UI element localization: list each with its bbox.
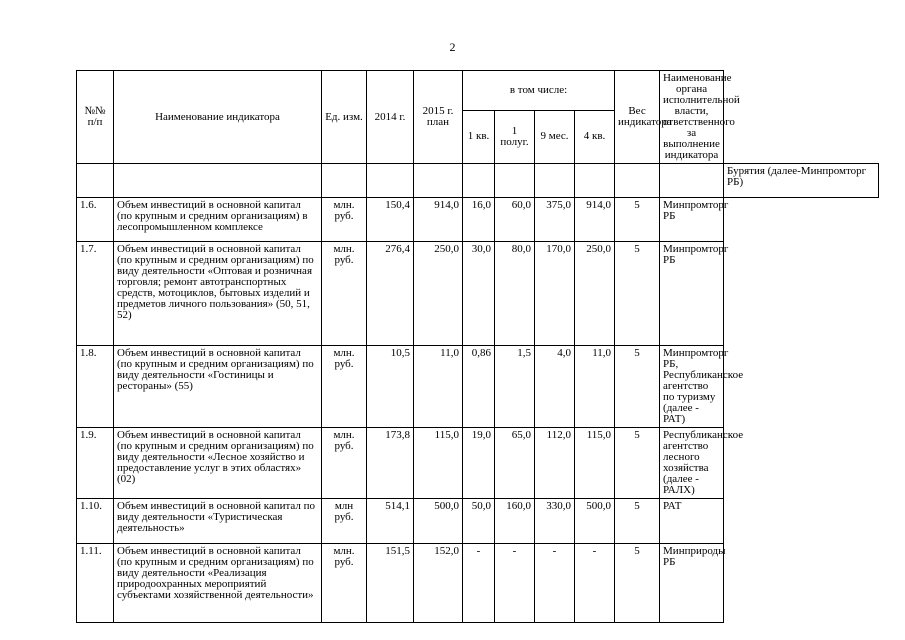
row-half: 65,0 — [495, 428, 535, 499]
page-number: 2 — [449, 40, 456, 54]
row-2014: 151,5 — [367, 544, 414, 623]
table-row — [77, 242, 879, 346]
table-row — [77, 198, 879, 242]
row-name: Объем инвестиций в основной капитал (по крупным и средним организациям) по виду деятельности «Реализация природоохранных мероприятий субъектами хозяйственной деятельности» — [114, 544, 322, 623]
row-num: 1.10. — [77, 499, 114, 544]
row-weight: 5 — [615, 198, 660, 242]
row-unit: млн. руб. — [322, 198, 367, 242]
row-2014: 173,8 — [367, 428, 414, 499]
row-org: Минприроды РБ — [660, 544, 724, 623]
row-org: Республиканское агентство лесного хозяйства (далее - РАЛХ) — [660, 428, 724, 499]
row-name: Объем инвестиций в основной капитал (по крупным и средним организациям) в лесопромышленном комплексе — [114, 198, 322, 242]
row-num: 1.8. — [77, 346, 114, 428]
row-org: Минпромторг РБ — [660, 198, 724, 242]
continuation-row — [77, 164, 879, 198]
header-2014: 2014 г. — [367, 71, 414, 164]
row-2014: 150,4 — [367, 198, 414, 242]
row-2014: 10,5 — [367, 346, 414, 428]
row-q1: 16,0 — [463, 198, 495, 242]
row-weight: 5 — [615, 428, 660, 499]
row-num: 1.11. — [77, 544, 114, 623]
header-half: 1 полуг. — [495, 110, 535, 163]
row-2015: 11,0 — [414, 346, 463, 428]
row-half: 1,5 — [495, 346, 535, 428]
row-name: Объем инвестиций в основной капитал по виду деятельности «Туристическая деятельность» — [114, 499, 322, 544]
row-2015: 250,0 — [414, 242, 463, 346]
row-q1: 50,0 — [463, 499, 495, 544]
row-half: - — [495, 544, 535, 623]
row-weight: 5 — [615, 242, 660, 346]
header-including: в том числе: — [463, 71, 615, 111]
row-num: 1.9. — [77, 428, 114, 499]
row-2015: 152,0 — [414, 544, 463, 623]
row-9m: 330,0 — [535, 499, 575, 544]
row-weight: 5 — [615, 499, 660, 544]
row-q1: 30,0 — [463, 242, 495, 346]
table-row — [77, 346, 879, 428]
row-q4: 914,0 — [575, 198, 615, 242]
row-name: Объем инвестиций в основной капитал (по крупным и средним организациям) по виду деятельности «Лесное хозяйство и предоставление услуг в этих областях» (02) — [114, 428, 322, 499]
header-2015-plan: 2015 г. план — [414, 71, 463, 164]
row-2015: 115,0 — [414, 428, 463, 499]
row-q1: 19,0 — [463, 428, 495, 499]
header-name: Наименование индикатора — [114, 71, 322, 164]
row-9m: 170,0 — [535, 242, 575, 346]
table-row — [77, 428, 879, 499]
row-org: Минпромторг РБ — [660, 242, 724, 346]
row-q4: 250,0 — [575, 242, 615, 346]
row-num: 1.6. — [77, 198, 114, 242]
row-2015: 914,0 — [414, 198, 463, 242]
row-unit: млн. руб. — [322, 544, 367, 623]
row-org: РАТ — [660, 499, 724, 544]
row-unit: млн. руб. — [322, 428, 367, 499]
row-9m: 4,0 — [535, 346, 575, 428]
header-num: №№ п/п — [77, 71, 114, 164]
row-half: 60,0 — [495, 198, 535, 242]
row-q4: 500,0 — [575, 499, 615, 544]
row-q1: - — [463, 544, 495, 623]
row-half: 160,0 — [495, 499, 535, 544]
header-9m: 9 мес. — [535, 110, 575, 163]
table-row — [77, 499, 879, 544]
row-half: 80,0 — [495, 242, 535, 346]
header-unit: Ед. изм. — [322, 71, 367, 164]
row-q1: 0,86 — [463, 346, 495, 428]
header-q4: 4 кв. — [575, 110, 615, 163]
row-2014: 276,4 — [367, 242, 414, 346]
row-9m: 375,0 — [535, 198, 575, 242]
row-2014: 514,1 — [367, 499, 414, 544]
row-org: Минпромторг РБ, Республиканское агентство по туризму (далее - РАТ) — [660, 346, 724, 428]
header-q1: 1 кв. — [463, 110, 495, 163]
row-unit: млн руб. — [322, 499, 367, 544]
row-9m: 112,0 — [535, 428, 575, 499]
table-row — [77, 544, 879, 623]
row-9m: - — [535, 544, 575, 623]
row-unit: млн. руб. — [322, 346, 367, 428]
row-weight: 5 — [615, 346, 660, 428]
indicators-table — [76, 70, 879, 623]
row-2015: 500,0 — [414, 499, 463, 544]
row-unit: млн. руб. — [322, 242, 367, 346]
row-num: 1.7. — [77, 242, 114, 346]
row-name: Объем инвестиций в основной капитал (по крупным и средним организациям) по виду деятельности «Оптовая и розничная торговля; ремонт автотранспортных средств, мотоциклов, бытовых изделий и предметов личного пользования» (50, 51, 52) — [114, 242, 322, 346]
row-q4: - — [575, 544, 615, 623]
row-q4: 11,0 — [575, 346, 615, 428]
row-name: Объем инвестиций в основной капитал (по крупным и средним организациям) по виду деятельности «Гостиницы и рестораны» (55) — [114, 346, 322, 428]
row-weight: 5 — [615, 544, 660, 623]
header-weight: Вес индикатора — [615, 71, 660, 164]
continuation-org: Бурятия (далее-Минпромторг РБ) — [724, 164, 879, 198]
header-org: Наименование органа исполнительной власти, ответственного за выполнение индикатора — [660, 71, 724, 164]
row-q4: 115,0 — [575, 428, 615, 499]
